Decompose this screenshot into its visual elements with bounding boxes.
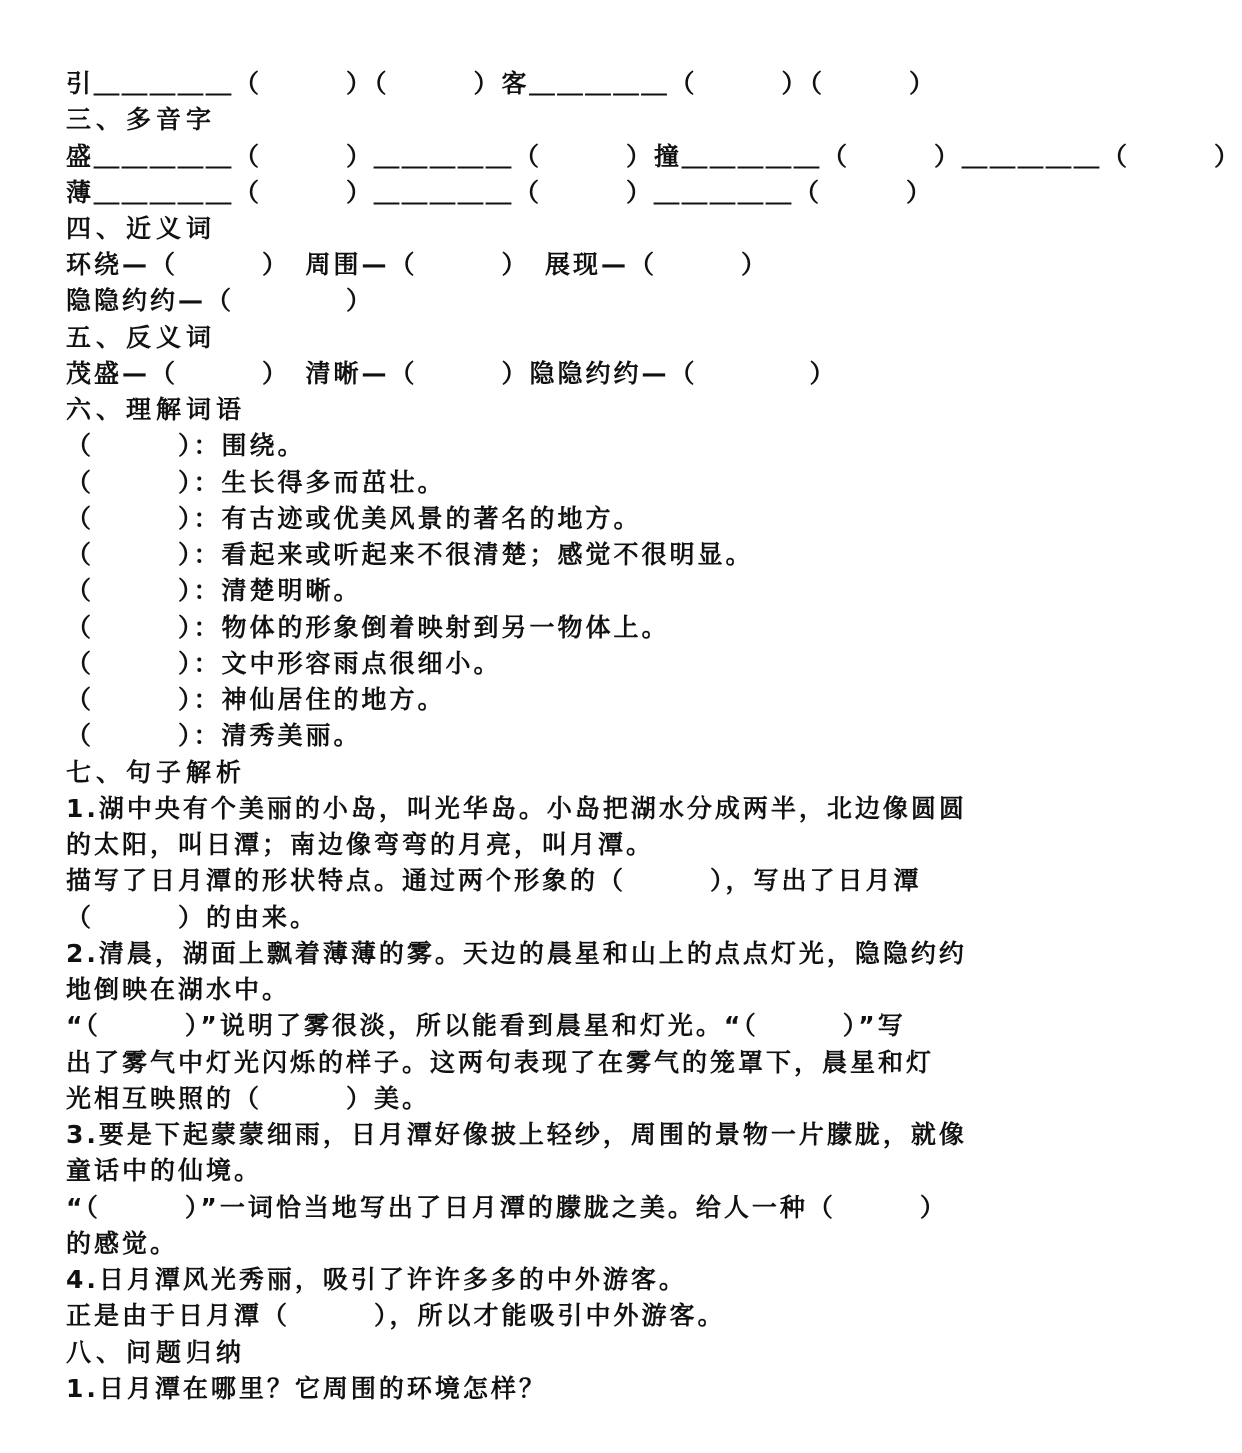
- section-6-heading: 六、理解词语: [66, 395, 247, 424]
- sentence-2-question: 出了雾气中灯光闪烁的样子。这两句表现了在雾气的笼罩下，晨星和灯: [66, 1048, 935, 1077]
- definition-item: （ ）：看起来或听起来不很清楚；感觉不很明显。: [66, 540, 754, 569]
- sentence-2-question: “（ ）”说明了雾很淡，所以能看到晨星和灯光。“（ ）”写: [66, 1011, 906, 1040]
- line-synonyms-2: 隐隐约约—（ ）: [66, 286, 375, 315]
- definition-item: （ ）：生长得多而茁壮。: [66, 468, 446, 497]
- sentence-3-text: 童话中的仙境。: [66, 1156, 263, 1185]
- sentence-3-question: “（ ）”一词恰当地写出了日月潭的朦胧之美。给人一种（ ）: [66, 1193, 948, 1222]
- definition-item: （ ）：有古迹或优美风景的著名的地方。: [66, 504, 642, 533]
- definition-item: （ ）：物体的形象倒着映射到另一物体上。: [66, 613, 670, 642]
- section-4-heading: 四、近义词: [66, 214, 217, 243]
- definition-item: （ ）：清秀美丽。: [66, 721, 362, 750]
- definition-item: （ ）：神仙居住的地方。: [66, 685, 446, 714]
- sentence-3-text: 3.要是下起蒙蒙细雨，日月潭好像披上轻纱，周围的景物一片朦胧，就像: [66, 1120, 967, 1149]
- section-8-heading: 八、问题归纳: [66, 1338, 247, 1367]
- section-3-heading: 三、多音字: [66, 105, 217, 134]
- line-polyphone-yin-ke: 引＿＿＿＿＿（ ）（ ）客＿＿＿＿＿（ ）（ ）: [66, 69, 938, 98]
- question-1: 1.日月潭在哪里？它周围的环境怎样？: [66, 1374, 547, 1403]
- line-polyphone-bao: 薄＿＿＿＿＿（ ）＿＿＿＿＿（ ）＿＿＿＿＿（ ）: [66, 178, 935, 207]
- sentence-2-question: 光相互映照的（ ）美。: [66, 1084, 431, 1113]
- sentence-2-text: 2.清晨，湖面上飘着薄薄的雾。天边的晨星和山上的点点灯光，隐隐约约: [66, 939, 967, 968]
- section-7-heading: 七、句子解析: [66, 758, 247, 787]
- sentence-3-question: 的感觉。: [66, 1229, 179, 1258]
- sentence-1-text: 1.湖中央有个美丽的小岛，叫光华岛。小岛把湖水分成两半，北边像圆圆: [66, 794, 967, 823]
- definition-item: （ ）：文中形容雨点很细小。: [66, 649, 502, 678]
- sentence-1-question: （ ）的由来。: [66, 903, 319, 932]
- line-synonyms-1: 环绕—（ ） 周围—（ ） 展现—（ ）: [66, 250, 770, 279]
- line-antonyms: 茂盛—（ ） 清晰—（ ）隐隐约约—（ ）: [66, 359, 838, 388]
- definition-item: （ ）：围绕。: [66, 431, 306, 460]
- sentence-4-question: 正是由于日月潭（ ），所以才能吸引中外游客。: [66, 1301, 726, 1330]
- sentence-1-question: 描写了日月潭的形状特点。通过两个形象的（ ），写出了日月潭: [66, 866, 922, 895]
- definition-item: （ ）：清楚明晰。: [66, 576, 362, 605]
- sentence-1-text: 的太阳，叫日潭；南边像弯弯的月亮，叫月潭。: [66, 830, 655, 859]
- line-polyphone-sheng-zhuang: 盛＿＿＿＿＿（ ）＿＿＿＿＿（ ）撞＿＿＿＿＿（ ）＿＿＿＿＿（ ）: [66, 142, 1242, 171]
- sentence-2-text: 地倒映在湖水中。: [66, 975, 291, 1004]
- section-5-heading: 五、反义词: [66, 323, 217, 352]
- sentence-4-text: 4.日月潭风光秀丽，吸引了许许多多的中外游客。: [66, 1265, 687, 1294]
